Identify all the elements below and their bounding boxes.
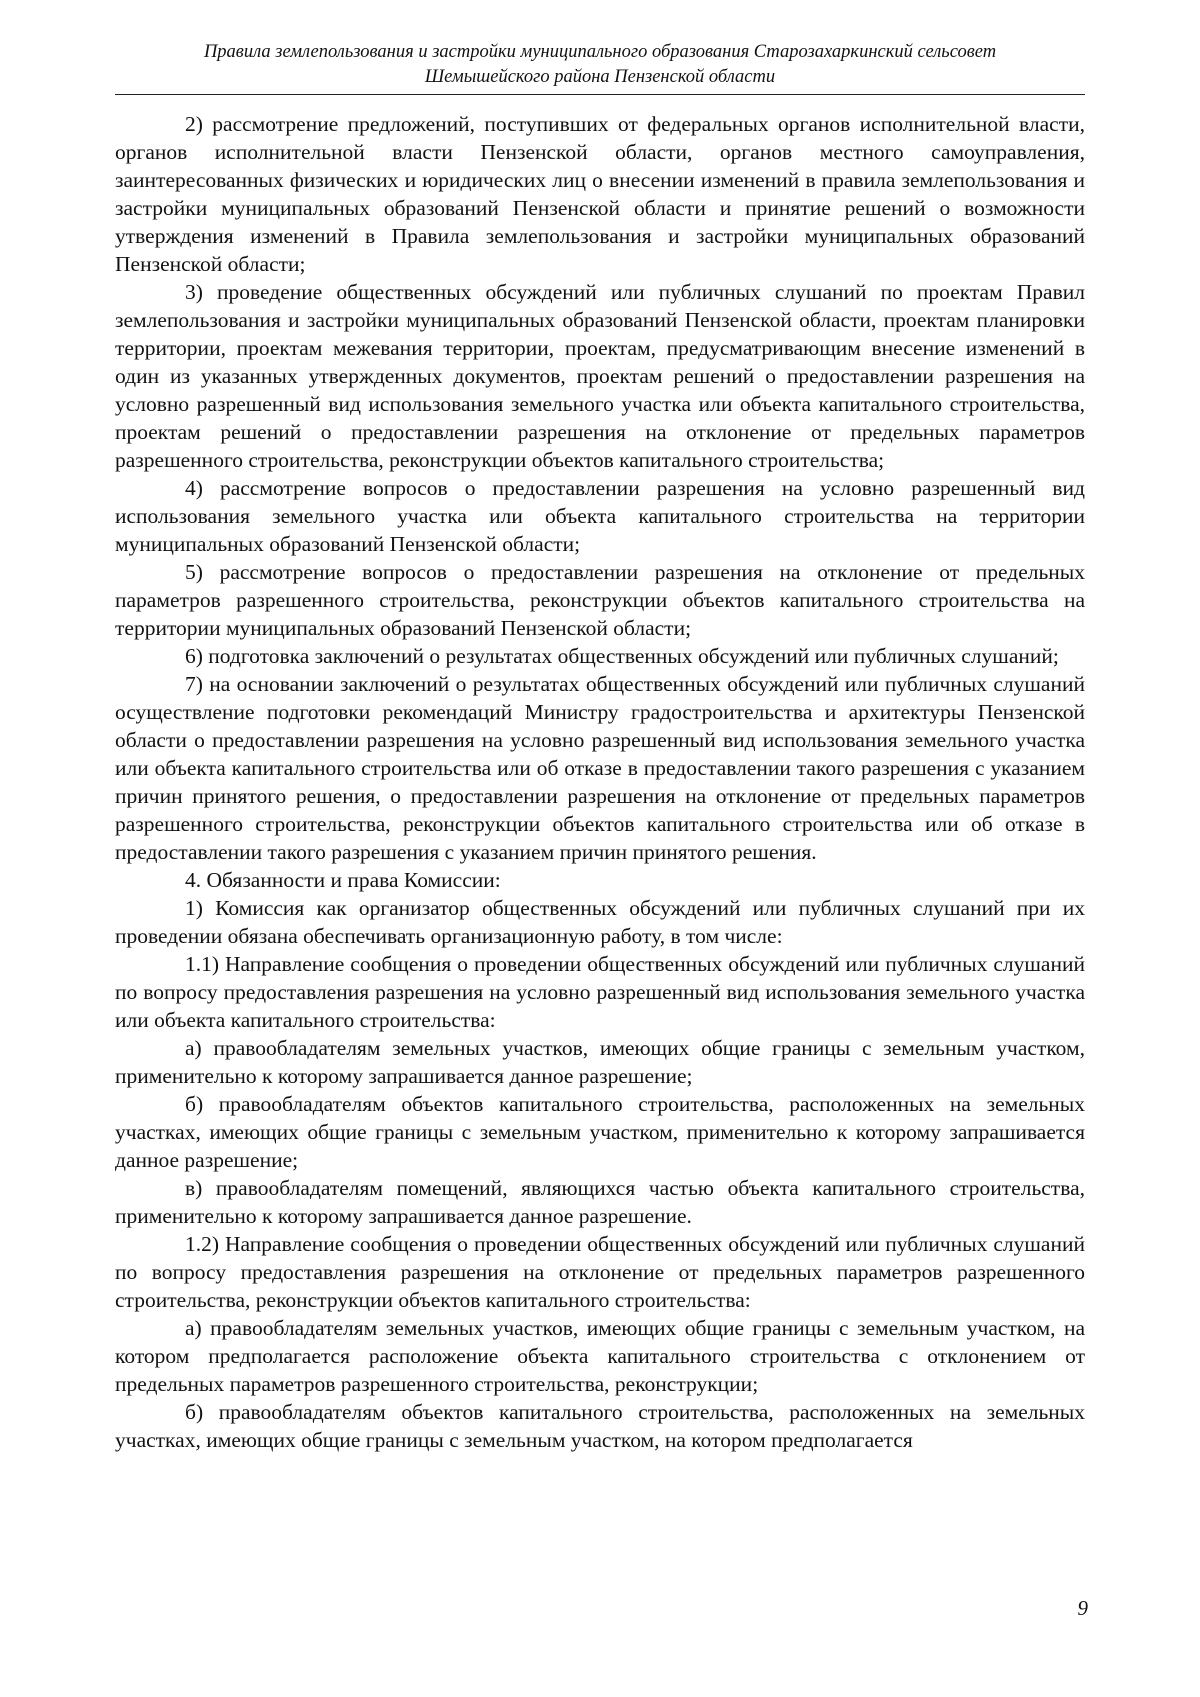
- paragraph-item-5: 5) рассмотрение вопросов о предоставлении разрешения на отклонение от предельных параметров разрешенного строительства, реконструкции объектов капитального строительства на территории муниципальных образований Пензенской области;: [115, 560, 1085, 640]
- header-line-2: Шемышейского района Пензенской области: [424, 67, 776, 87]
- paragraph-item-3: 3) проведение общественных обсуждений или публичных слушаний по проектам Правил землепользования и застройки муниципальных образований Пензенской области, проектам планировки территории, проектам межевания территории, проектам, предусматривающим внесение изменений в один из указанных утвержденных документов, проектам решений о предоставлении разрешения на условно разрешенный вид использования земельного участка или объекта капитального строительства, проектам решений о предоставлении разрешения на отклонение от предельных параметров разрешенного строительства, реконструкции объектов капитального строительства;: [115, 280, 1085, 472]
- paragraph-duty-1-2: 1.2) Направление сообщения о проведении общественных обсуждений или публичных слушаний по вопросу предоставления разрешения на отклонение от предельных параметров разрешенного строительства, реконструкции объектов капитального строительства:: [115, 1232, 1085, 1312]
- document-body: [115, 110, 1085, 1454]
- paragraph-duty-1: 1) Комиссия как организатор общественных обсуждений или публичных слушаний при их проведении обязана обеспечивать организационную работу, в том числе:: [115, 896, 1085, 948]
- paragraph-item-2: 2) рассмотрение предложений, поступивших от федеральных органов исполнительной власти, органов исполнительной власти Пензенской области, органов местного самоуправления, заинтересованных физических и юридических лиц о внесении изменений в правила землепользования и застройки муниципальных образований Пензенской области и принятие решений о возможности утверждения изменений в Правила землепользования и застройки муниципальных образований Пензенской области;: [115, 112, 1085, 276]
- paragraph-duty-1-1-a: а) правообладателям земельных участков, имеющих общие границы с земельным участком, применительно к которому запрашивается данное разрешение;: [115, 1036, 1085, 1088]
- paragraph-duty-1-1: 1.1) Направление сообщения о проведении общественных обсуждений или публичных слушаний по вопросу предоставления разрешения на условно разрешенный вид использования земельного участка или объекта капитального строительства:: [115, 952, 1085, 1032]
- paragraph-duty-1-1-b: б) правообладателям объектов капитального строительства, расположенных на земельных участках, имеющих общие границы с земельным участком, применительно к которому запрашивается данное разрешение;: [115, 1092, 1085, 1172]
- paragraph-duty-1-2-b: б) правообладателям объектов капитального строительства, расположенных на земельных участках, имеющих общие границы с земельным участком, на котором предполагается: [115, 1400, 1085, 1452]
- page-number: 9: [1077, 1596, 1088, 1620]
- header-line-1: Правила землепользования и застройки муниципального образования Старозахаркинский сельсовет: [203, 42, 997, 62]
- paragraph-duty-1-1-v: в) правообладателям помещений, являющихся частью объекта капитального строительства, применительно к которому запрашивается данное разрешение.: [115, 1176, 1085, 1228]
- paragraph-duty-1-2-a: а) правообладателям земельных участков, имеющих общие границы с земельным участком, на котором предполагается расположение объекта капитального строительства с отклонением от предельных параметров разрешенного строительства, реконструкции;: [115, 1316, 1085, 1396]
- paragraph-item-4: 4) рассмотрение вопросов о предоставлении разрешения на условно разрешенный вид использования земельного участка или объекта капитального строительства на территории муниципальных образований Пензенской области;: [115, 476, 1085, 556]
- running-header: [115, 40, 1085, 95]
- paragraph-item-6: 6) подготовка заключений о результатах общественных обсуждений или публичных слушаний;: [185, 644, 1059, 668]
- section-heading-duties: 4. Обязанности и права Комиссии:: [185, 868, 501, 892]
- paragraph-item-7: 7) на основании заключений о результатах общественных обсуждений или публичных слушаний осуществление подготовки рекомендаций Министру градостроительства и архитектуры Пензенской области о предоставлении разрешения на условно разрешенный вид использования земельного участка или объекта капитального строительства или об отказе в предоставлении такого разрешения с указанием причин принятого решения, о предоставлении разрешения на отклонение от предельных параметров разрешенного строительства, реконструкции объектов капитального строительства или об отказе в предоставлении такого разрешения с указанием причин принятого решения.: [115, 672, 1085, 864]
